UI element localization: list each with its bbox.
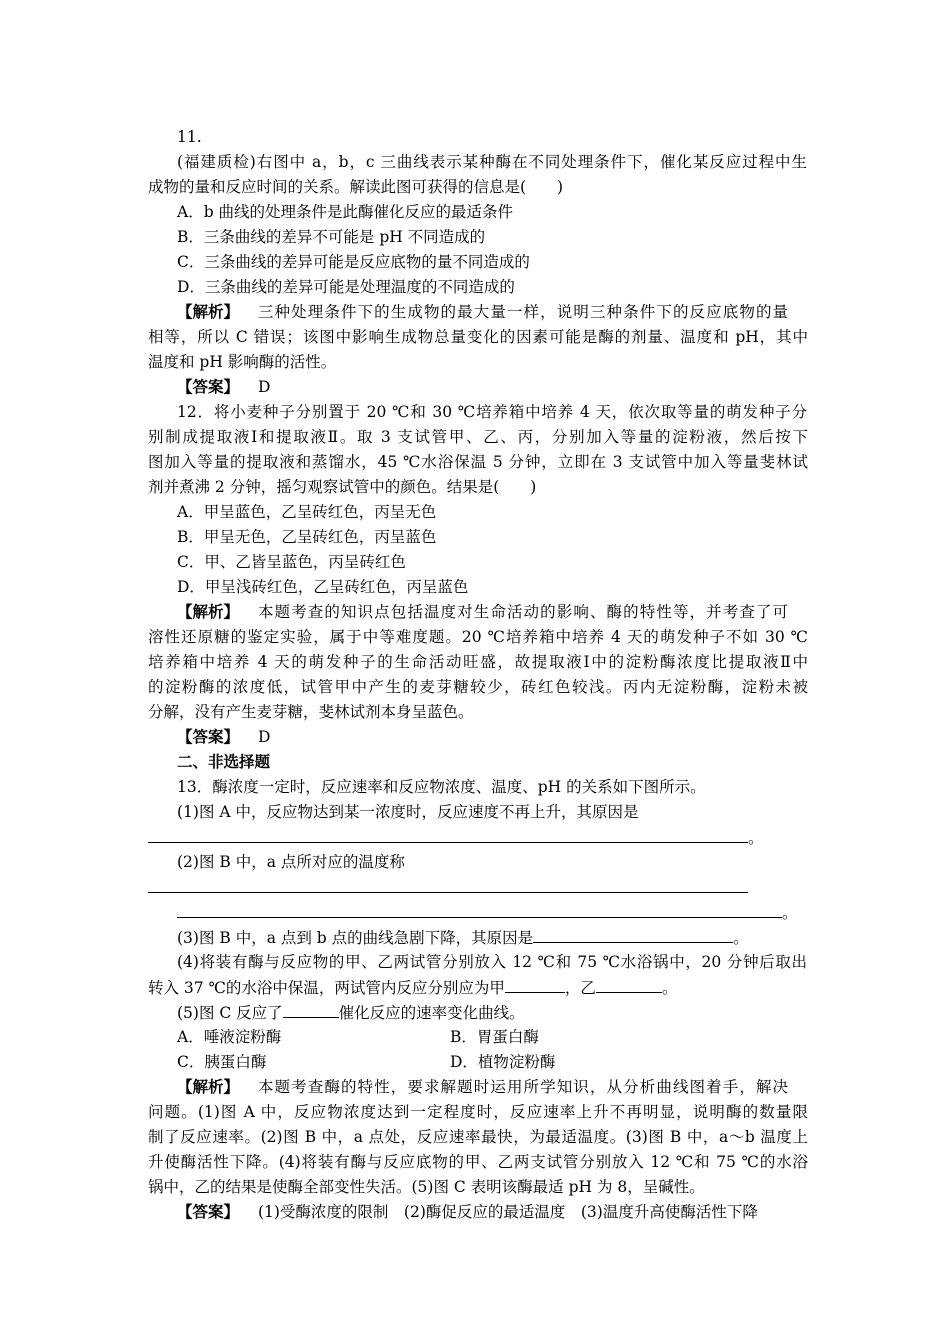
q11-option-c: C．三条曲线的差异可能是反应底物的量不同造成的 (177, 253, 530, 271)
q13-analysis-line-4: 升使酶活性下降。(4)将装有酶与反应底物的甲、乙两支试管分别放入 12 ℃和 75 ℃的水浴 (148, 1153, 808, 1171)
q13-part-5-text-a: (5)图 C 反应了 (177, 1004, 283, 1022)
q12-stem-line-1: 12．将小麦种子分别置于 20 ℃和 30 ℃培养箱中培养 4 天，依次取等量的萌发种子分 (177, 403, 807, 421)
answer-blank[interactable] (283, 1000, 339, 1018)
q13-part-4-line-2 (148, 975, 808, 999)
answer-blank[interactable] (177, 900, 782, 918)
q11-answer-line (177, 375, 837, 399)
q13-part-3: (3)图 B 中，a 点到 b 点的曲线急剧下降，其原因是 (177, 929, 534, 947)
q13-option-c: C．胰蛋白酶 (177, 1053, 267, 1071)
section-title: 二、非选择题 (177, 752, 271, 771)
q12-analysis-line-5: 分解，没有产生麦芽糖，斐林试剂本身呈蓝色。 (148, 703, 474, 721)
q12-analysis-line-2: 溶性还原糖的鉴定实验，属于中等难度题。20 ℃培养箱中培养 4 天的萌发种子不如 30 ℃ (148, 628, 808, 646)
q13-analysis-text-1: 本题考查酶的特性，要求解题时运用所学知识，从分析曲线图着手，解决 (257, 1078, 790, 1096)
q11-number: 11. (177, 128, 202, 146)
q11-option-b: B．三条曲线的差异不可能是 pH 不同造成的 (177, 228, 486, 246)
q13-part-2-blank-line-1 (148, 875, 808, 899)
q13-part-1: (1)图 A 中，反应物达到某一浓度时，反应速度不再上升，其原因是 (177, 803, 639, 821)
q12-answer: D (257, 728, 271, 746)
q13-part-2-period: 。 (782, 904, 798, 922)
q11-stem-line-1: (福建质检)右图中 a，b，c 三曲线表示某种酶在不同处理条件下，催化某反应过程中生 (177, 153, 807, 171)
q13-analysis-line-2: 问题。(1)图 A 中，反应物浓度达到一定程度时，反应速率上升不再明显，说明酶的数量限 (148, 1103, 808, 1121)
q13-option-d: D．植物淀粉酶 (450, 1053, 556, 1071)
q13-option-b: B．胃蛋白酶 (450, 1028, 539, 1046)
q12-stem-line-2: 别制成提取液Ⅰ和提取液Ⅱ。取 3 支试管甲、乙、丙，分别加入等量的淀粉液，然后按下 (148, 428, 808, 446)
q13-part-1-blank-line (148, 825, 788, 849)
answer-blank[interactable] (505, 975, 565, 993)
q13-part-2-blank-line-2 (177, 900, 817, 924)
q13-answer-line (177, 1200, 807, 1224)
q11-analysis-line-2: 相等，所以 C 错误；该图中影响生成物总量变化的因素可能是酶的剂量、温度和 pH，其中 (148, 328, 808, 346)
q13-part-1-period: 。 (748, 829, 764, 847)
q13-stem: 13．酶浓度一定时，反应速率和反应物浓度、温度、pH 的关系如下图所示。 (177, 778, 706, 796)
q13-part-5-text-b: 催化反应的速率变化曲线。 (338, 1004, 525, 1022)
q11-answer: D (257, 378, 271, 396)
q13-analysis-label: 【解析】 (177, 1077, 240, 1096)
q11-option-d: D．三条曲线的差异可能是处理温度的不同造成的 (177, 278, 515, 296)
q13-analysis-line-3: 制了反应速率。(2)图 B 中，a 点处，反应速率最快，为最适温度。(3)图 B 中，a～b 温度上 (148, 1128, 808, 1146)
q13-analysis-line-1 (177, 1075, 807, 1099)
q12-answer-label: 【答案】 (177, 727, 240, 746)
answer-blank[interactable] (533, 925, 733, 943)
q13-part-3-line (177, 925, 837, 949)
q13-options-row-2 (177, 1050, 837, 1074)
q13-part-4-line-1: (4)将装有酶与反应物的甲、乙两试管分别放入 12 ℃和 75 ℃水浴锅中，20 分钟后取出 (177, 953, 807, 971)
q13-part-5-line (177, 1000, 837, 1024)
q12-option-a: A．甲呈蓝色，乙呈砖红色，丙呈无色 (177, 503, 437, 521)
q11-analysis-line-3: 温度和 pH 影响酶的活性。 (148, 353, 337, 371)
q11-analysis-line-1 (177, 300, 807, 324)
answer-blank[interactable] (148, 825, 748, 843)
q11-analysis-text-1: 三种处理条件下的生成物的最大量一样，说明三种条件下的反应底物的量 (257, 303, 790, 321)
q13-answer: (1)受酶浓度的限制 (2)酶促反应的最适温度 (3)温度升高使酶活性下降 (257, 1203, 758, 1221)
q13-part-3-period: 。 (733, 929, 749, 947)
answer-blank[interactable] (596, 975, 662, 993)
q12-analysis-text-1: 本题考查的知识点包括温度对生命活动的影响、酶的特性等，并考查了可 (257, 603, 790, 621)
q13-part-2: (2)图 B 中，a 点所对应的温度称 (177, 853, 405, 871)
q13-part-4-text-b: ，乙 (564, 979, 596, 997)
q11-analysis-label: 【解析】 (177, 302, 240, 321)
q12-option-c: C．甲、乙皆呈蓝色，丙呈砖红色 (177, 553, 406, 571)
q12-option-d: D．甲呈浅砖红色，乙呈砖红色，丙呈蓝色 (177, 578, 469, 596)
q12-option-b: B．甲呈无色，乙呈砖红色，丙呈蓝色 (177, 528, 437, 546)
q12-stem-line-4: 剂并煮沸 2 分钟，摇匀观察试管中的颜色。结果是( ) (148, 478, 537, 496)
q12-stem-line-3: 图加入等量的提取液和蒸馏水，45 ℃水浴保温 5 分钟，立即在 3 支试管中加入等量斐林试 (148, 453, 808, 471)
q11-stem-line-2: 成物的量和反应时间的关系。解读此图可获得的信息是( ) (148, 178, 564, 196)
q13-analysis-line-5: 锅中，乙的结果是使酶全部变性失活。(5)图 C 表明该酶最适 pH 为 8，呈碱性。 (148, 1178, 705, 1196)
q13-answer-label: 【答案】 (177, 1202, 240, 1221)
q12-analysis-line-1 (177, 600, 807, 624)
q13-part-4-period: 。 (661, 979, 678, 997)
answer-blank[interactable] (148, 875, 748, 893)
q12-analysis-line-4: 的淀粉酶的浓度低，试管甲中产生的麦芽糖较少，砖红色较浅。丙内无淀粉酶，淀粉未被 (148, 678, 808, 696)
q12-analysis-label: 【解析】 (177, 602, 240, 621)
q12-analysis-line-3: 培养箱中培养 4 天的萌发种子的生命活动旺盛，故提取液Ⅰ中的淀粉酶浓度比提取液Ⅱ中 (148, 653, 808, 671)
q11-answer-label: 【答案】 (177, 377, 240, 396)
q12-answer-line (177, 725, 837, 749)
q13-part-4-text-a: 转入 37 ℃的水浴中保温，两试管内反应分别应为甲 (148, 979, 505, 997)
q11-option-a: A．b 曲线的处理条件是此酶催化反应的最适条件 (177, 203, 514, 221)
q13-option-a: A．唾液淀粉酶 (177, 1028, 282, 1046)
q13-options-row-1 (177, 1025, 837, 1049)
